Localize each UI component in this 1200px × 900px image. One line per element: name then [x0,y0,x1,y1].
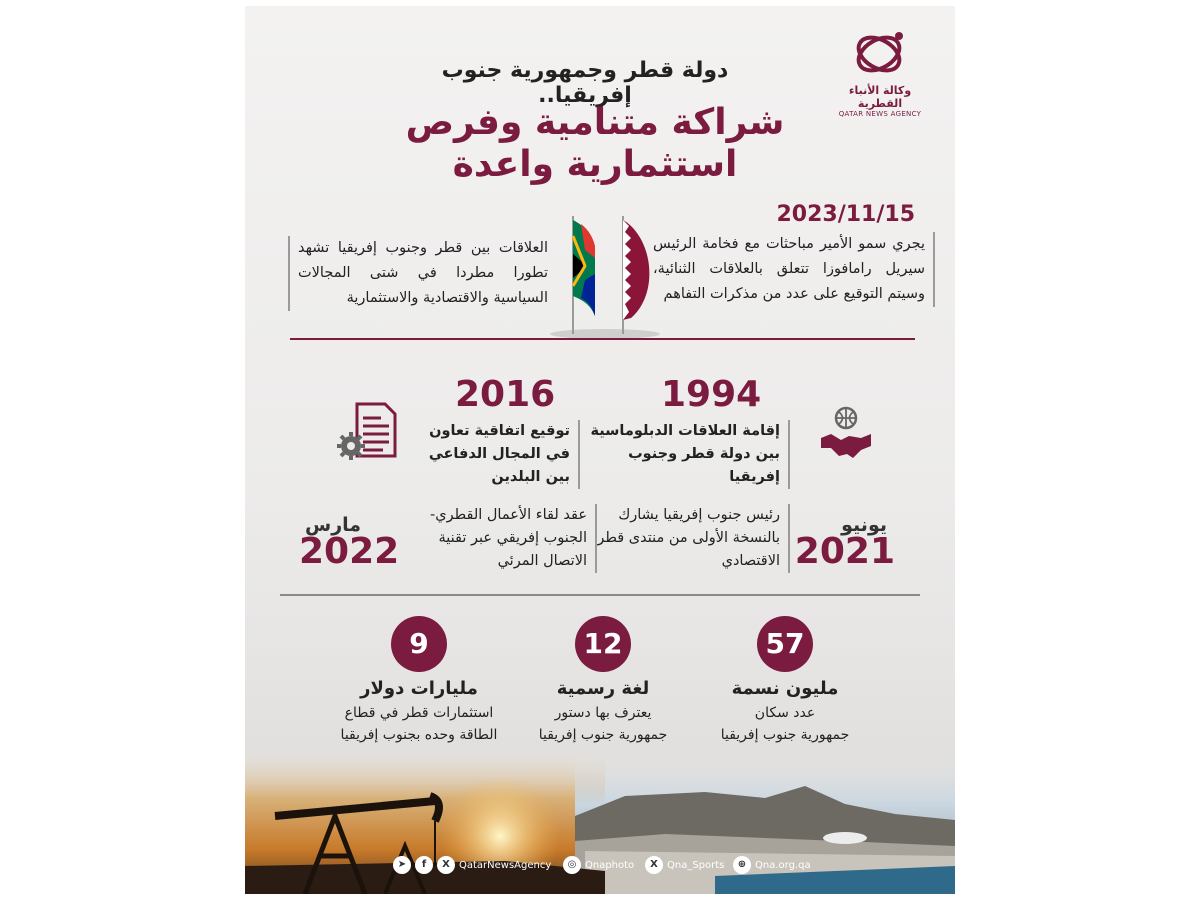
stat-languages-desc-2: جمهورية جنوب إفريقيا [538,727,668,743]
timeline-1994-text: إقامة العلاقات الدبلوماسية بين دولة قطر وجنوب إفريقيا [580,420,790,489]
stat-population-circle: 57 [757,616,813,672]
title-line-1: شراكة متنامية وفرص [405,102,785,143]
flags-illustration [545,206,665,341]
title-line-2: استثمارية واعدة [452,144,738,185]
timeline-2016-year: 2016 [455,374,556,415]
social-footer [245,846,955,886]
section-divider-maroon [290,338,915,340]
stat-population-title: مليون نسمة [731,678,839,699]
timeline-2021-month: يونيو [841,514,887,536]
south-africa-flag-icon [573,216,595,334]
section-divider-gray [280,594,920,596]
handshake-globe-icon [817,404,875,462]
infographic-poster [245,6,955,894]
timeline-2022-year: 2022 [299,531,400,572]
qna-logo-icon [849,24,911,80]
intro-right-paragraph: يجري سمو الأمير مباحثات مع فخامة الرئيس سيريل رامافوزا تتعلق بالعلاقات الثنائية، وسيتم التوقيع على عدد من مذكرات التفاهم [653,232,935,307]
stat-languages-circle: 12 [575,616,631,672]
social-main-handle: QatarNewsAgency [459,860,552,871]
qna-logo [825,24,935,118]
timeline-2022-text: عقد لقاء الأعمال القطري- الجنوب إفريقي عبر تقنية الاتصال المرئي [422,504,597,573]
facebook-icon[interactable]: f [415,856,433,874]
stat-investment-desc-1: استثمارات قطر في قطاع [344,705,494,721]
stat-population-desc-2: جمهورية جنوب إفريقيا [720,727,850,743]
instagram-icon[interactable]: ◎ [563,856,581,874]
website-link: Qna.org.qa [755,860,811,871]
subtitle: دولة قطر وجمهورية جنوب إفريقيا.. [441,58,729,108]
date: 2023/11/15 [776,202,915,227]
stat-investment-circle: 9 [391,616,447,672]
stat-languages-title: لغة رسمية [556,678,650,699]
stat-population-desc-1: عدد سكان [754,705,816,721]
timeline-2021-year: 2021 [794,531,895,572]
timeline-1994-year: 1994 [661,374,762,415]
logo-arabic-text: وكالة الأنباء القطرية [848,84,912,110]
telegram-icon[interactable]: ➤ [393,856,411,874]
social-photo-group[interactable] [563,856,634,874]
intro-left-paragraph: العلاقات بين قطر وجنوب إفريقيا تشهد تطورا مطردا في شتى المجالات السياسية والاقتصادية والاستثمارية [288,236,548,311]
website-group[interactable] [733,856,811,874]
timeline-2021-text: رئيس جنوب إفريقيا يشارك بالنسخة الأولى من منتدى قطر الاقتصادي [590,504,790,573]
social-sports-handle: Qna_Sports [667,860,725,871]
social-photo-handle: Qnaphoto [585,860,635,871]
timeline-2016-text: توقيع اتفاقية تعاون في المجال الدفاعي بين البلدين [410,420,580,489]
globe-icon[interactable]: ⊕ [733,856,751,874]
stat-investment-title: مليارات دولار [360,678,478,699]
stat-investment-desc-2: الطاقة وحده بجنوب إفريقيا [340,727,498,743]
qatar-flag-icon [623,216,649,334]
document-gear-icon [337,402,401,462]
x-icon-sports[interactable]: X [645,856,663,874]
logo-english-text: QATAR NEWS AGENCY [838,110,922,118]
timeline-2022-month: مارس [305,514,362,536]
stat-languages-desc-1: يعترف بها دستور [554,705,652,721]
social-main-group[interactable] [393,856,551,874]
social-sports-group[interactable] [645,856,724,874]
x-icon[interactable]: X [437,856,455,874]
